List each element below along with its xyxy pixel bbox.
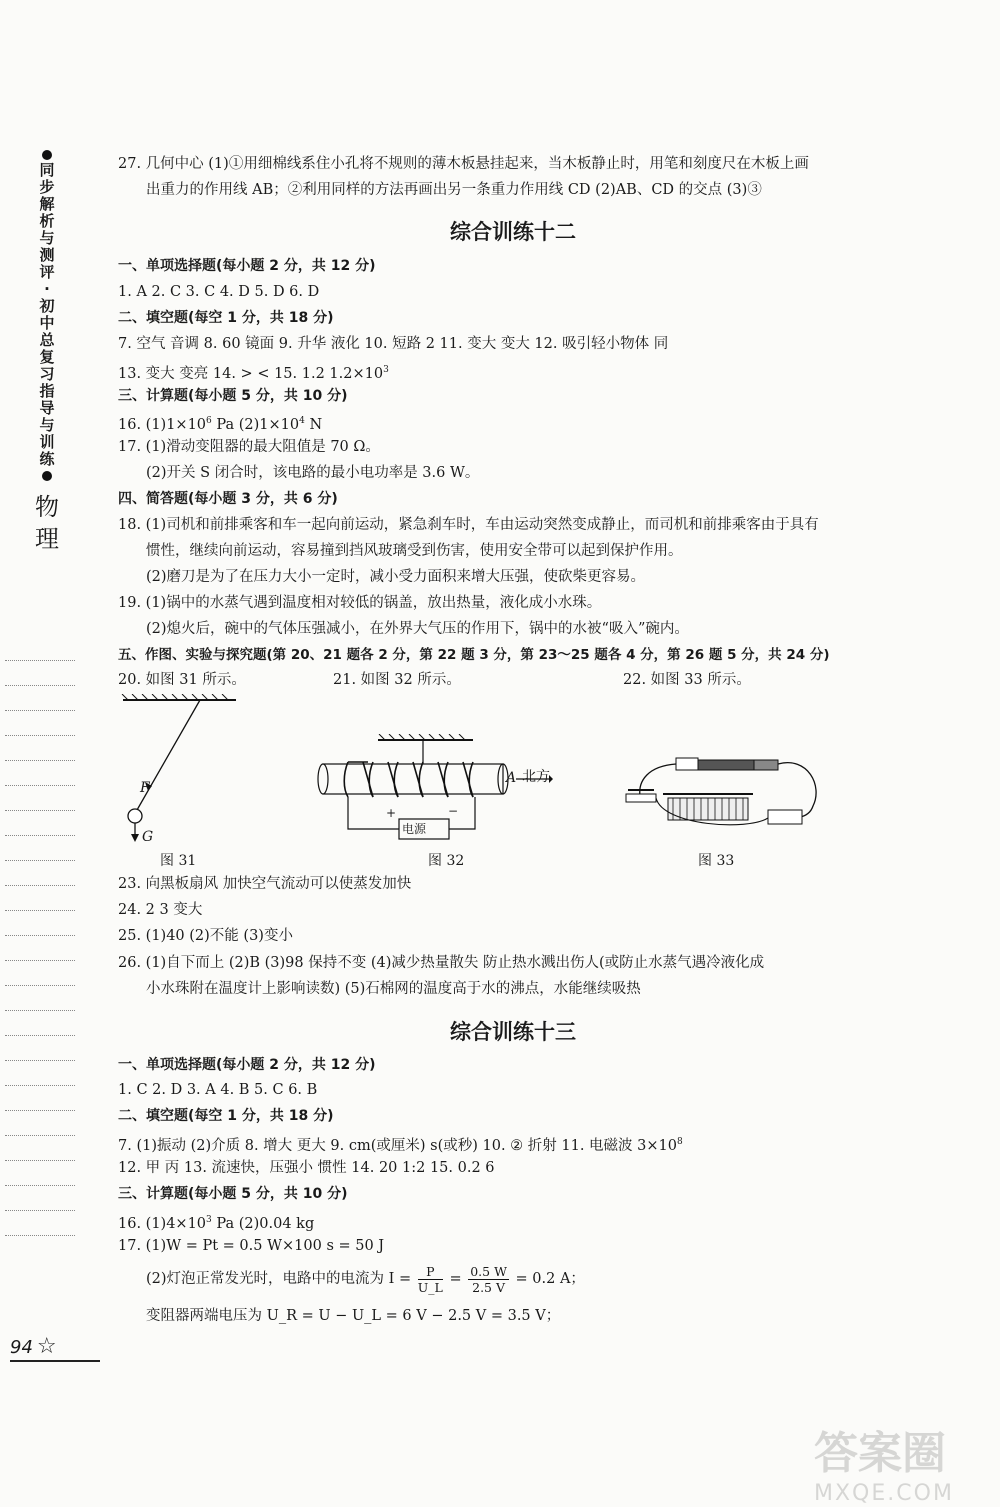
s12-a23: 23. 向黑板扇风 加快空气流动可以使蒸发加快 [118, 876, 412, 892]
frac1-num: P [418, 1264, 443, 1280]
s13-a7-text: 7. (1)振动 (2)介质 8. 增大 更大 9. cm(或厘米) s(或秒) 10. ② 折射 11. 电磁波 3×10 [118, 1137, 677, 1154]
fig32-label-plus: + [386, 806, 397, 820]
s12-a22: 22. 如图 33 所示。 [623, 672, 751, 688]
s13-a1: 1. C 2. D 3. A 4. B 5. C 6. B [118, 1082, 318, 1098]
s12-a17-1: 17. (1)滑动变阻器的最大阻值是 70 Ω。 [118, 439, 380, 455]
s12-a24: 24. 2 3 变大 [118, 902, 203, 918]
s12-a26-1: 26. (1)自下而上 (2)B (3)98 保持不变 (4)减少热量散失 防止热水溅出伤人(或防止水蒸气遇冷液化成 [118, 955, 765, 971]
s12-a16-sup2: 4 [299, 416, 305, 426]
page-number-rule [10, 1360, 100, 1362]
s12-sec2: 二、填空题(每空 1 分，共 18 分) [118, 310, 334, 326]
s12-a17-2: (2)开关 S 闭合时，该电路的最小电功率是 3.6 W。 [146, 465, 480, 481]
q27-line2: 出重力的作用线 AB；②利用同样的方法再画出另一条重力作用线 CD (2)AB、CD 的交点 (3)③ [146, 182, 762, 198]
s13-a16-b: Pa (2)0.04 kg [211, 1215, 315, 1232]
fig31-caption: 图 31 [160, 853, 197, 869]
watermark [814, 1417, 994, 1506]
s13-sec1: 一、单项选择题(每小题 2 分，共 12 分) [118, 1057, 376, 1073]
fraction-values [468, 1264, 509, 1295]
star-icon: ☆ [36, 1334, 57, 1359]
s13-a16-sup: 3 [206, 1215, 212, 1225]
s12-a7: 7. 空气 音调 8. 60 镜面 9. 升华 液化 10. 短路 2 11. 变大 变大 12. 吸引轻小物体 同 [118, 336, 669, 352]
page-number [10, 1334, 130, 1359]
fig32-label-power: 电源 [402, 822, 427, 836]
bullet-dot [42, 471, 52, 481]
s13-a7 [118, 1132, 683, 1152]
sidebar [30, 150, 64, 555]
s13-a16 [118, 1210, 314, 1230]
s12-a13 [118, 360, 389, 380]
s12-a18-3: (2)磨刀是为了在压力大小一定时，减小受力面积来增大压强，使砍柴更容易。 [146, 569, 646, 585]
s12-a19-1: 19. (1)锅中的水蒸气遇到温度相对较低的锅盖，放出热量，液化成小水珠。 [118, 595, 602, 611]
s12-a25: 25. (1)40 (2)不能 (3)变小 [118, 928, 293, 944]
s12-a16-sup1: 6 [206, 416, 212, 426]
s13-a16-a: 16. (1)4×10 [118, 1215, 207, 1232]
fig32-caption: 图 32 [428, 853, 465, 869]
s12-a21: 21. 如图 32 所示。 [333, 672, 461, 688]
s13-sec2: 二、填空题(每空 1 分，共 18 分) [118, 1108, 334, 1124]
watermark-logo-text: 答案圈 [814, 1428, 946, 1479]
s12-a16-b: Pa (2)1×10 [211, 416, 300, 433]
fig31-label-g: G [142, 829, 154, 845]
s13-sec3: 三、计算题(每小题 5 分，共 10 分) [118, 1186, 348, 1202]
watermark-url: MXQE.COM [814, 1481, 954, 1506]
s12-sec5: 五、作图、实验与探究题(第 20、21 题各 2 分，第 22 题 3 分，第 23～25 题各 4 分，第 26 题 5 分，共 24 分) [118, 647, 830, 663]
s12-a26-2: 小水珠附在温度计上影响读数) (5)石棉网的温度高于水的沸点，水能继续吸热 [146, 981, 641, 997]
s12-a18-1: 18. (1)司机和前排乘客和车一起向前运动，紧急刹车时，车由运动突然变成静止，而司机和前排乘客由于具有 [118, 517, 819, 533]
s12-a1: 1. A 2. C 3. C 4. D 5. D 6. D [118, 284, 320, 300]
s12-a20: 20. 如图 31 所示。 [118, 672, 246, 688]
figure-32-solenoid [303, 734, 553, 844]
s12-a19-2: (2)熄火后，碗中的气体压强减小，在外界大气压的作用下，锅中的水被“吸入”碗内。 [146, 621, 689, 637]
section-title-12: 综合训练十二 [450, 220, 576, 244]
s12-a16-a: 16. (1)1×10 [118, 416, 207, 433]
s12-sec1: 一、单项选择题(每小题 2 分，共 12 分) [118, 258, 376, 274]
s12-a13-sup: 3 [383, 365, 389, 375]
frac2-num: 0.5 W [470, 1263, 507, 1279]
s13-a17-1: 17. (1)W = Pt = 0.5 W×100 s = 50 J [118, 1238, 385, 1254]
s12-a13-text: 13. 变大 变亮 14. > < 15. 1.2 1.2×10 [118, 365, 384, 382]
s13-a12: 12. 甲 丙 13. 流速快，压强小 惯性 14. 20 1:2 15. 0.2 6 [118, 1160, 495, 1176]
s12-a16 [118, 411, 322, 431]
s13-a17-2-post: = 0.2 A； [515, 1271, 585, 1287]
s12-a18-2: 惯性，继续向前运动，容易撞到挡风玻璃受到伤害，使用安全带可以起到保护作用。 [146, 543, 683, 559]
s13-a7-sup: 8 [677, 1137, 683, 1147]
fig31-label-f: F [140, 780, 150, 796]
s13-a17-3: 变阻器两端电压为 U_R = U − U_L = 6 V − 2.5 V = 3.5 V； [146, 1308, 561, 1324]
fig32-label-minus: − [448, 804, 459, 818]
bullet-dot [42, 150, 52, 160]
margin-note-lines [5, 660, 75, 1260]
q27-line1: 27. 几何中心 (1)①用细棉线系住小孔将不规则的薄木板悬挂起来，当木板静止时，用笔和刻度尺在木板上画 [118, 156, 809, 172]
figure-33-circuit [618, 746, 818, 838]
section-title-13: 综合训练十三 [450, 1020, 576, 1044]
s12-sec4: 四、简答题(每小题 3 分，共 6 分) [118, 491, 338, 507]
s13-a17-2: (2)灯泡正常发光时，电路中的电流为 I = $\frac{P}{U\_L}$ = $\frac{0.5 W}{2.5 V} = 0.2$ A； [146, 1263, 585, 1295]
sidebar-book-title: 同步解析与测评·初中总复习指导与训练 [39, 161, 55, 468]
fraction-p-over-ul [418, 1264, 443, 1295]
page-number-text: 94 [10, 1337, 33, 1358]
frac1-den: U_L [417, 1279, 443, 1295]
s12-sec3: 三、计算题(每小题 5 分，共 10 分) [118, 388, 348, 404]
fig32-label-a: A [506, 770, 517, 786]
frac2-den: 2.5 V [472, 1279, 506, 1295]
s12-a16-c: N [304, 416, 323, 433]
sidebar-subject: 物理 [35, 493, 59, 553]
fig33-caption: 图 33 [698, 853, 735, 869]
fig32-label-north: 北方 [522, 769, 550, 785]
s13-a17-2-pre: (2)灯泡正常发光时，电路中的电流为 I = [146, 1271, 412, 1287]
figure-31-pendulum [118, 694, 248, 844]
